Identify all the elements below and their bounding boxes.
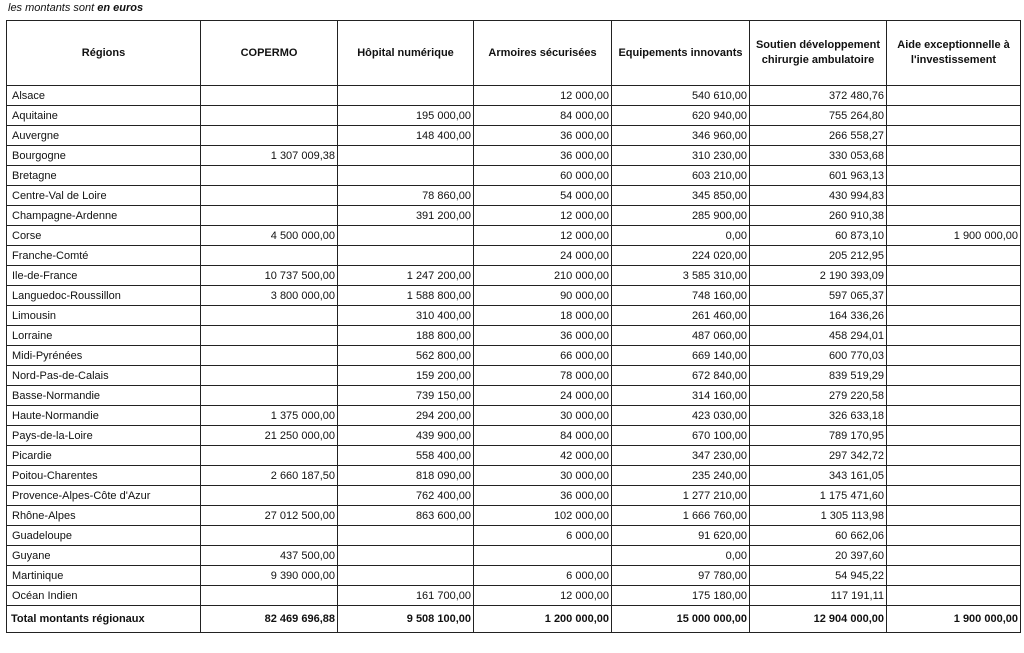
header-aide-exceptionnelle: Aide exceptionnelle à l'investissement	[887, 21, 1021, 86]
armoires-securisees-cell: 12 000,00	[474, 586, 612, 606]
copermo-cell: 27 012 500,00	[201, 506, 338, 526]
aide-exceptionnelle-cell	[887, 446, 1021, 466]
equipements-innovants-cell: 670 100,00	[612, 426, 750, 446]
table-row	[7, 146, 1021, 166]
armoires-securisees-cell: 6 000,00	[474, 526, 612, 546]
copermo-cell	[201, 246, 338, 266]
table-row	[7, 326, 1021, 346]
table-row	[7, 586, 1021, 606]
hopital-numerique-cell: 159 200,00	[338, 366, 474, 386]
armoires-securisees-cell: 54 000,00	[474, 186, 612, 206]
copermo-cell: 3 800 000,00	[201, 286, 338, 306]
aide-exceptionnelle-cell	[887, 86, 1021, 106]
table-row	[7, 406, 1021, 426]
aide-exceptionnelle-cell: 1 900 000,00	[887, 226, 1021, 246]
equipements-innovants-cell: 175 180,00	[612, 586, 750, 606]
hopital-numerique-cell: 195 000,00	[338, 106, 474, 126]
aide-exceptionnelle-cell	[887, 566, 1021, 586]
armoires-securisees-cell: 18 000,00	[474, 306, 612, 326]
table-row	[7, 266, 1021, 286]
region-cell: Picardie	[7, 446, 201, 466]
aide-exceptionnelle-cell	[887, 466, 1021, 486]
equipements-innovants-cell: 748 160,00	[612, 286, 750, 306]
table-row	[7, 426, 1021, 446]
region-cell: Alsace	[7, 86, 201, 106]
soutien-chirurgie-cell: 54 945,22	[750, 566, 887, 586]
aide-exceptionnelle-cell	[887, 346, 1021, 366]
region-cell: Midi-Pyrénées	[7, 346, 201, 366]
armoires-securisees-cell: 42 000,00	[474, 446, 612, 466]
soutien-chirurgie-cell: 789 170,95	[750, 426, 887, 446]
soutien-chirurgie-cell: 20 397,60	[750, 546, 887, 566]
equipements-innovants-cell: 346 960,00	[612, 126, 750, 146]
region-cell: Rhône-Alpes	[7, 506, 201, 526]
aide-exceptionnelle-cell	[887, 126, 1021, 146]
region-cell: Martinique	[7, 566, 201, 586]
aide-exceptionnelle-cell	[887, 526, 1021, 546]
region-cell: Aquitaine	[7, 106, 201, 126]
hopital-numerique-cell: 1 588 800,00	[338, 286, 474, 306]
aide-exceptionnelle-cell	[887, 246, 1021, 266]
soutien-chirurgie-cell: 1 305 113,98	[750, 506, 887, 526]
armoires-securisees-cell: 36 000,00	[474, 486, 612, 506]
region-cell: Limousin	[7, 306, 201, 326]
aide-exceptionnelle-cell	[887, 586, 1021, 606]
aide-exceptionnelle-cell	[887, 286, 1021, 306]
hopital-numerique-cell: 161 700,00	[338, 586, 474, 606]
copermo-cell: 1 375 000,00	[201, 406, 338, 426]
total-label: Total montants régionaux	[7, 606, 201, 633]
equipements-innovants-cell: 261 460,00	[612, 306, 750, 326]
aide-exceptionnelle-cell	[887, 146, 1021, 166]
armoires-securisees-cell: 6 000,00	[474, 566, 612, 586]
equipements-innovants-cell: 487 060,00	[612, 326, 750, 346]
region-cell: Océan Indien	[7, 586, 201, 606]
table-row	[7, 226, 1021, 246]
copermo-cell	[201, 526, 338, 546]
amount-unit-note	[8, 2, 143, 14]
total-equipements-innovants: 15 000 000,00	[612, 606, 750, 633]
hopital-numerique-cell	[338, 246, 474, 266]
armoires-securisees-cell: 36 000,00	[474, 146, 612, 166]
soutien-chirurgie-cell: 60 662,06	[750, 526, 887, 546]
total-hopital-numerique: 9 508 100,00	[338, 606, 474, 633]
soutien-chirurgie-cell: 755 264,80	[750, 106, 887, 126]
region-cell: Guadeloupe	[7, 526, 201, 546]
soutien-chirurgie-cell: 601 963,13	[750, 166, 887, 186]
soutien-chirurgie-cell: 372 480,76	[750, 86, 887, 106]
armoires-securisees-cell: 24 000,00	[474, 386, 612, 406]
soutien-chirurgie-cell: 326 633,18	[750, 406, 887, 426]
copermo-cell	[201, 386, 338, 406]
soutien-chirurgie-cell: 458 294,01	[750, 326, 887, 346]
region-cell: Bourgogne	[7, 146, 201, 166]
note-emphasis: en euros	[97, 2, 144, 14]
equipements-innovants-cell: 347 230,00	[612, 446, 750, 466]
table-header-row	[7, 21, 1021, 86]
region-cell: Centre-Val de Loire	[7, 186, 201, 206]
copermo-cell	[201, 326, 338, 346]
header-copermo: COPERMO	[201, 21, 338, 86]
aide-exceptionnelle-cell	[887, 266, 1021, 286]
equipements-innovants-cell: 97 780,00	[612, 566, 750, 586]
copermo-cell	[201, 206, 338, 226]
table-row	[7, 386, 1021, 406]
hopital-numerique-cell: 558 400,00	[338, 446, 474, 466]
soutien-chirurgie-cell: 600 770,03	[750, 346, 887, 366]
table-row	[7, 126, 1021, 146]
soutien-chirurgie-cell: 1 175 471,60	[750, 486, 887, 506]
copermo-cell	[201, 346, 338, 366]
copermo-cell	[201, 126, 338, 146]
soutien-chirurgie-cell: 597 065,37	[750, 286, 887, 306]
aide-exceptionnelle-cell	[887, 206, 1021, 226]
copermo-cell	[201, 366, 338, 386]
hopital-numerique-cell	[338, 146, 474, 166]
soutien-chirurgie-cell: 430 994,83	[750, 186, 887, 206]
soutien-chirurgie-cell: 60 873,10	[750, 226, 887, 246]
hopital-numerique-cell	[338, 166, 474, 186]
armoires-securisees-cell: 12 000,00	[474, 226, 612, 246]
total-armoires-securisees: 1 200 000,00	[474, 606, 612, 633]
soutien-chirurgie-cell: 2 190 393,09	[750, 266, 887, 286]
armoires-securisees-cell: 84 000,00	[474, 106, 612, 126]
table-row	[7, 466, 1021, 486]
aide-exceptionnelle-cell	[887, 366, 1021, 386]
equipements-innovants-cell: 423 030,00	[612, 406, 750, 426]
region-cell: Pays-de-la-Loire	[7, 426, 201, 446]
region-cell: Haute-Normandie	[7, 406, 201, 426]
total-row	[7, 606, 1021, 633]
header-armoires-securisees: Armoires sécurisées	[474, 21, 612, 86]
equipements-innovants-cell: 603 210,00	[612, 166, 750, 186]
hopital-numerique-cell	[338, 226, 474, 246]
hopital-numerique-cell: 562 800,00	[338, 346, 474, 366]
table-row	[7, 186, 1021, 206]
hopital-numerique-cell: 1 247 200,00	[338, 266, 474, 286]
armoires-securisees-cell: 30 000,00	[474, 466, 612, 486]
copermo-cell: 21 250 000,00	[201, 426, 338, 446]
header-regions: Régions	[7, 21, 201, 86]
hopital-numerique-cell: 310 400,00	[338, 306, 474, 326]
armoires-securisees-cell: 102 000,00	[474, 506, 612, 526]
table-row	[7, 486, 1021, 506]
copermo-cell: 10 737 500,00	[201, 266, 338, 286]
table-row	[7, 546, 1021, 566]
armoires-securisees-cell: 210 000,00	[474, 266, 612, 286]
table-row	[7, 166, 1021, 186]
equipements-innovants-cell: 235 240,00	[612, 466, 750, 486]
hopital-numerique-cell: 863 600,00	[338, 506, 474, 526]
region-cell: Franche-Comté	[7, 246, 201, 266]
region-cell: Nord-Pas-de-Calais	[7, 366, 201, 386]
region-cell: Ile-de-France	[7, 266, 201, 286]
note-prefix: les montants sont	[8, 2, 98, 14]
copermo-cell	[201, 446, 338, 466]
table-row	[7, 246, 1021, 266]
copermo-cell: 9 390 000,00	[201, 566, 338, 586]
soutien-chirurgie-cell: 839 519,29	[750, 366, 887, 386]
hopital-numerique-cell: 188 800,00	[338, 326, 474, 346]
table-row	[7, 506, 1021, 526]
table-row	[7, 206, 1021, 226]
equipements-innovants-cell: 669 140,00	[612, 346, 750, 366]
total-copermo: 82 469 696,88	[201, 606, 338, 633]
aide-exceptionnelle-cell	[887, 406, 1021, 426]
table-row	[7, 446, 1021, 466]
equipements-innovants-cell: 91 620,00	[612, 526, 750, 546]
table-body	[7, 86, 1021, 606]
regional-amounts-table	[6, 20, 1021, 633]
header-soutien-chirurgie-ambulatoire: Soutien développement chirurgie ambulatoire	[750, 21, 887, 86]
armoires-securisees-cell: 24 000,00	[474, 246, 612, 266]
copermo-cell	[201, 186, 338, 206]
copermo-cell	[201, 106, 338, 126]
equipements-innovants-cell: 540 610,00	[612, 86, 750, 106]
soutien-chirurgie-cell: 279 220,58	[750, 386, 887, 406]
copermo-cell	[201, 306, 338, 326]
armoires-securisees-cell: 30 000,00	[474, 406, 612, 426]
aide-exceptionnelle-cell	[887, 546, 1021, 566]
region-cell: Lorraine	[7, 326, 201, 346]
armoires-securisees-cell: 12 000,00	[474, 86, 612, 106]
armoires-securisees-cell	[474, 546, 612, 566]
equipements-innovants-cell: 1 277 210,00	[612, 486, 750, 506]
copermo-cell: 437 500,00	[201, 546, 338, 566]
equipements-innovants-cell: 1 666 760,00	[612, 506, 750, 526]
armoires-securisees-cell: 36 000,00	[474, 126, 612, 146]
header-equipements-innovants: Equipements innovants	[612, 21, 750, 86]
equipements-innovants-cell: 0,00	[612, 226, 750, 246]
hopital-numerique-cell	[338, 86, 474, 106]
table-row	[7, 566, 1021, 586]
soutien-chirurgie-cell: 330 053,68	[750, 146, 887, 166]
hopital-numerique-cell: 148 400,00	[338, 126, 474, 146]
armoires-securisees-cell: 90 000,00	[474, 286, 612, 306]
equipements-innovants-cell: 620 940,00	[612, 106, 750, 126]
aide-exceptionnelle-cell	[887, 326, 1021, 346]
soutien-chirurgie-cell: 260 910,38	[750, 206, 887, 226]
armoires-securisees-cell: 78 000,00	[474, 366, 612, 386]
soutien-chirurgie-cell: 266 558,27	[750, 126, 887, 146]
aide-exceptionnelle-cell	[887, 186, 1021, 206]
equipements-innovants-cell: 314 160,00	[612, 386, 750, 406]
table-row	[7, 286, 1021, 306]
hopital-numerique-cell: 762 400,00	[338, 486, 474, 506]
soutien-chirurgie-cell: 343 161,05	[750, 466, 887, 486]
aide-exceptionnelle-cell	[887, 166, 1021, 186]
equipements-innovants-cell: 0,00	[612, 546, 750, 566]
equipements-innovants-cell: 310 230,00	[612, 146, 750, 166]
copermo-cell	[201, 166, 338, 186]
table-row	[7, 306, 1021, 326]
aide-exceptionnelle-cell	[887, 426, 1021, 446]
total-soutien-chirurgie: 12 904 000,00	[750, 606, 887, 633]
total-aide-exceptionnelle: 1 900 000,00	[887, 606, 1021, 633]
equipements-innovants-cell: 224 020,00	[612, 246, 750, 266]
soutien-chirurgie-cell: 164 336,26	[750, 306, 887, 326]
table-row	[7, 106, 1021, 126]
soutien-chirurgie-cell: 205 212,95	[750, 246, 887, 266]
region-cell: Languedoc-Roussillon	[7, 286, 201, 306]
copermo-cell	[201, 486, 338, 506]
region-cell: Guyane	[7, 546, 201, 566]
copermo-cell: 2 660 187,50	[201, 466, 338, 486]
hopital-numerique-cell: 391 200,00	[338, 206, 474, 226]
copermo-cell: 4 500 000,00	[201, 226, 338, 246]
region-cell: Poitou-Charentes	[7, 466, 201, 486]
table-row	[7, 366, 1021, 386]
region-cell: Corse	[7, 226, 201, 246]
hopital-numerique-cell: 294 200,00	[338, 406, 474, 426]
aide-exceptionnelle-cell	[887, 106, 1021, 126]
hopital-numerique-cell: 739 150,00	[338, 386, 474, 406]
soutien-chirurgie-cell: 297 342,72	[750, 446, 887, 466]
armoires-securisees-cell: 84 000,00	[474, 426, 612, 446]
equipements-innovants-cell: 345 850,00	[612, 186, 750, 206]
header-hopital-numerique: Hôpital numérique	[338, 21, 474, 86]
table-row	[7, 526, 1021, 546]
hopital-numerique-cell	[338, 546, 474, 566]
soutien-chirurgie-cell: 117 191,11	[750, 586, 887, 606]
hopital-numerique-cell	[338, 566, 474, 586]
regional-amounts-table-wrap	[6, 20, 1021, 633]
table-row	[7, 346, 1021, 366]
equipements-innovants-cell: 285 900,00	[612, 206, 750, 226]
hopital-numerique-cell	[338, 526, 474, 546]
equipements-innovants-cell: 672 840,00	[612, 366, 750, 386]
aide-exceptionnelle-cell	[887, 306, 1021, 326]
armoires-securisees-cell: 36 000,00	[474, 326, 612, 346]
hopital-numerique-cell: 818 090,00	[338, 466, 474, 486]
region-cell: Provence-Alpes-Côte d'Azur	[7, 486, 201, 506]
copermo-cell	[201, 586, 338, 606]
region-cell: Auvergne	[7, 126, 201, 146]
region-cell: Basse-Normandie	[7, 386, 201, 406]
armoires-securisees-cell: 66 000,00	[474, 346, 612, 366]
equipements-innovants-cell: 3 585 310,00	[612, 266, 750, 286]
table-row	[7, 86, 1021, 106]
copermo-cell	[201, 86, 338, 106]
aide-exceptionnelle-cell	[887, 506, 1021, 526]
armoires-securisees-cell: 12 000,00	[474, 206, 612, 226]
aide-exceptionnelle-cell	[887, 486, 1021, 506]
copermo-cell: 1 307 009,38	[201, 146, 338, 166]
armoires-securisees-cell: 60 000,00	[474, 166, 612, 186]
region-cell: Champagne-Ardenne	[7, 206, 201, 226]
hopital-numerique-cell: 78 860,00	[338, 186, 474, 206]
region-cell: Bretagne	[7, 166, 201, 186]
aide-exceptionnelle-cell	[887, 386, 1021, 406]
hopital-numerique-cell: 439 900,00	[338, 426, 474, 446]
